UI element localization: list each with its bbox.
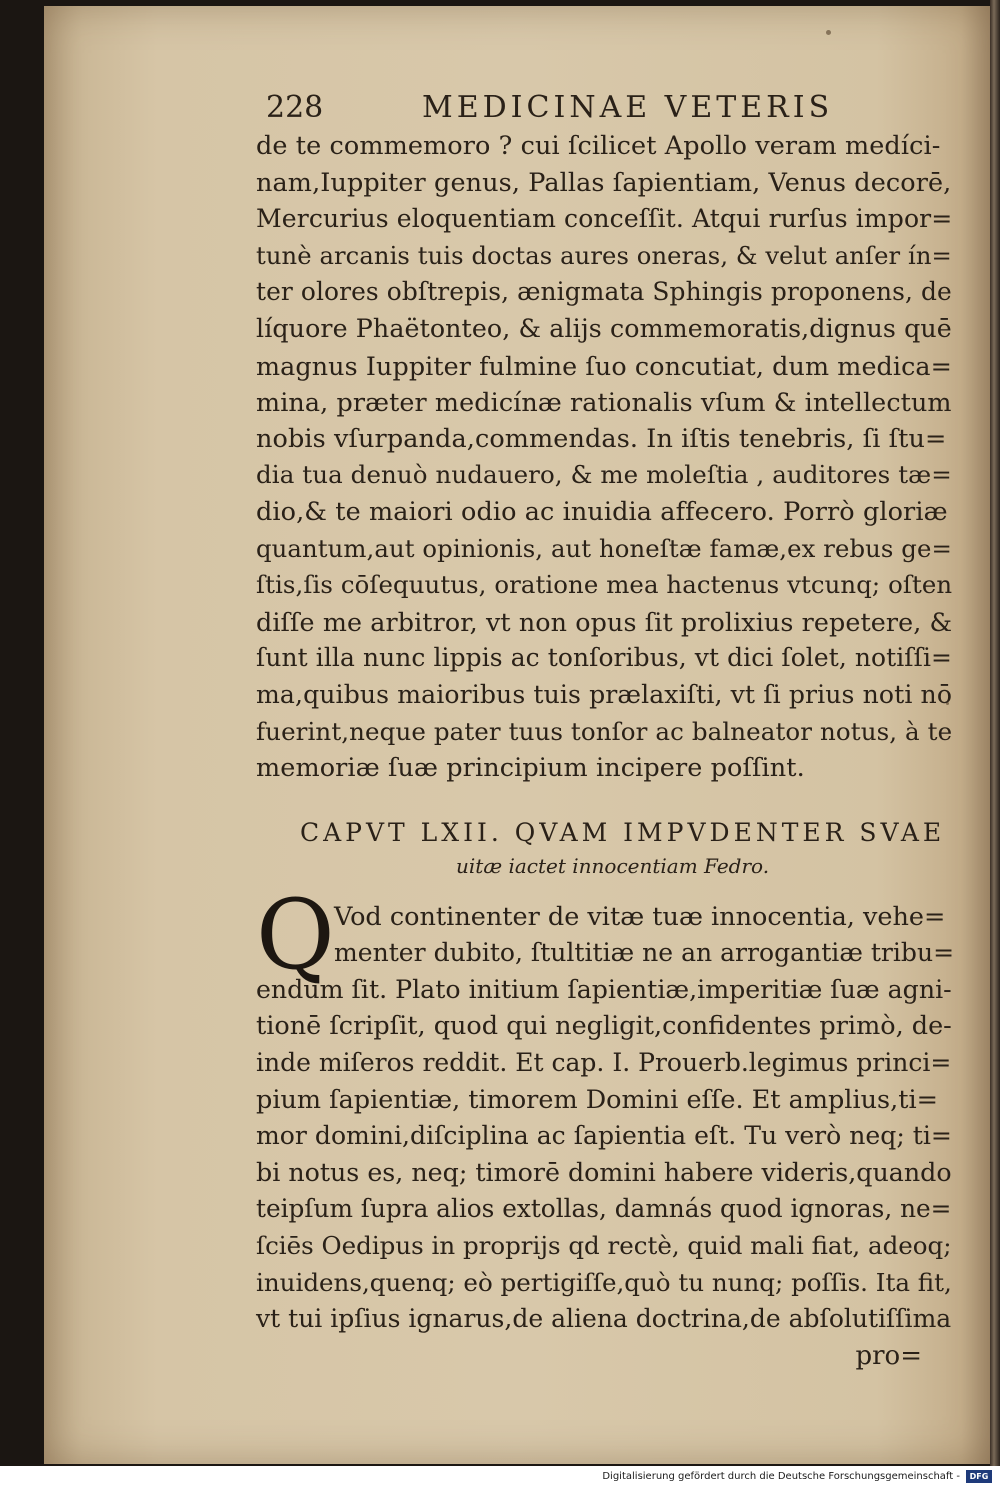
dfg-logo[interactable]: DFG xyxy=(966,1470,992,1483)
page-edge xyxy=(990,0,1000,1466)
text-line: de te commemoro ? cui ſcilicet Apollo veram medíci- xyxy=(256,131,941,161)
text-line: ſciēs Oedipus in proprijs qd rectè, quid mali fiat, adeoq; xyxy=(256,1231,952,1261)
text-line: ma,quibus maioribus tuis prælaxiſti, vt ſi prius noti nō xyxy=(256,679,953,709)
text-line: nobis vſurpanda,commendas. In iſtis tenebris, ſi ſtu= xyxy=(256,423,947,454)
text-line: ter olores obſtrepis, ænigmata Sphingis proponens, de xyxy=(256,277,952,307)
text-line: Vod continenter de vitæ tuæ innocentia, vehe= xyxy=(334,901,946,932)
text-line: quantum,aut opinionis, aut honeſtæ famæ,ex rebus ge= xyxy=(256,533,952,563)
text-line: nam,Iuppiter genus, Pallas ſapientiam, Venus decorē, xyxy=(256,167,952,198)
text-line: fuerint,neque pater tuus tonſor ac balneator notus, à te xyxy=(256,716,953,746)
chapter-heading xyxy=(256,815,966,881)
text-line: tunè arcanis tuis doctas aures oneras, & velut anſer ín= xyxy=(256,241,952,270)
running-head-title: MEDICINAE VETERIS xyxy=(422,90,834,125)
text-line: bi notus es, neq; timorē domini habere videris,quando xyxy=(256,1157,952,1187)
chapter-title: CAPVT LXII. QVAM IMPVDENTER SVAE xyxy=(300,817,946,847)
page-number: 228 xyxy=(266,90,324,125)
text-line: vt tui ipſius ignarus,de aliena doctrina,de abſolutiſſima xyxy=(256,1304,952,1334)
paragraph-1 xyxy=(256,128,966,787)
chapter-subtitle: uitæ iactet innocentiam Fedro. xyxy=(456,853,770,878)
text-line: dia tua denuò nudauero, & me moleſtia , auditores tæ= xyxy=(256,460,952,490)
footer-bar xyxy=(0,1466,1000,1488)
text-line: inde miſeros reddit. Et cap. I. Prouerb.legimus princi= xyxy=(256,1048,952,1078)
text-line: dio,& te maiori odio ac inuidia affecero. Porrò gloriæ xyxy=(256,496,948,527)
text-line: tionē ſcripſit, quod qui negligit,confidentes primò, de- xyxy=(256,1011,952,1042)
text-line: mina, præter medicínæ rationalis vſum & intellectum xyxy=(256,387,952,418)
text-line: pium ſapientiæ, timorem Domini eſſe. Et amplius,ti= xyxy=(256,1084,938,1115)
text-line: menter dubito, ſtultitiæ ne an arrogantiæ tribu= xyxy=(334,938,955,968)
text-line: endum ſit. Plato initium ſapientiæ,imperitiæ ſuæ agni- xyxy=(256,974,952,1004)
paragraph-2 xyxy=(256,878,966,1374)
text-line: líquore Phaëtonteo, & alijs commemoratis,dignus quē xyxy=(256,313,952,343)
text-line: inuidens,quenq; eò pertigiſſe,quò tu nunq; poſſis. Ita fit, xyxy=(256,1267,952,1297)
text-line: diſſe me arbitror, vt non opus ſit prolixius repetere, & xyxy=(256,606,953,637)
ink-spot xyxy=(826,30,831,35)
text-line: teipſum ſupra alios extollas, damnás quod ignoras, ne= xyxy=(256,1194,952,1224)
text-line: memoriæ ſuæ principium incipere poſſint. xyxy=(256,753,805,784)
text-line: ſtis,ſis cōſequutus, oratione mea hactenus vtcunq; oſten xyxy=(256,570,953,600)
running-head xyxy=(256,88,966,128)
text-line: magnus Iuppiter fulmine ſuo concutiat, dum medica= xyxy=(256,350,953,381)
funding-note: Digitalisierung gefördert durch die Deutsche Forschungsgemeinschaft - xyxy=(602,1471,960,1482)
text-block xyxy=(256,88,966,1374)
text-line: mor domini,diſciplina ac ſapientia eſt. Tu verò neq; ti= xyxy=(256,1121,952,1151)
catchword: pro= xyxy=(855,1340,922,1371)
text-line: ſunt illa nunc lippis ac tonſoribus, vt dici ſolet, notiſſi= xyxy=(256,643,953,673)
drop-cap: Q xyxy=(256,878,335,991)
text-line: Mercurius eloquentiam conceſſit. Atqui rurſus impor= xyxy=(256,204,953,234)
